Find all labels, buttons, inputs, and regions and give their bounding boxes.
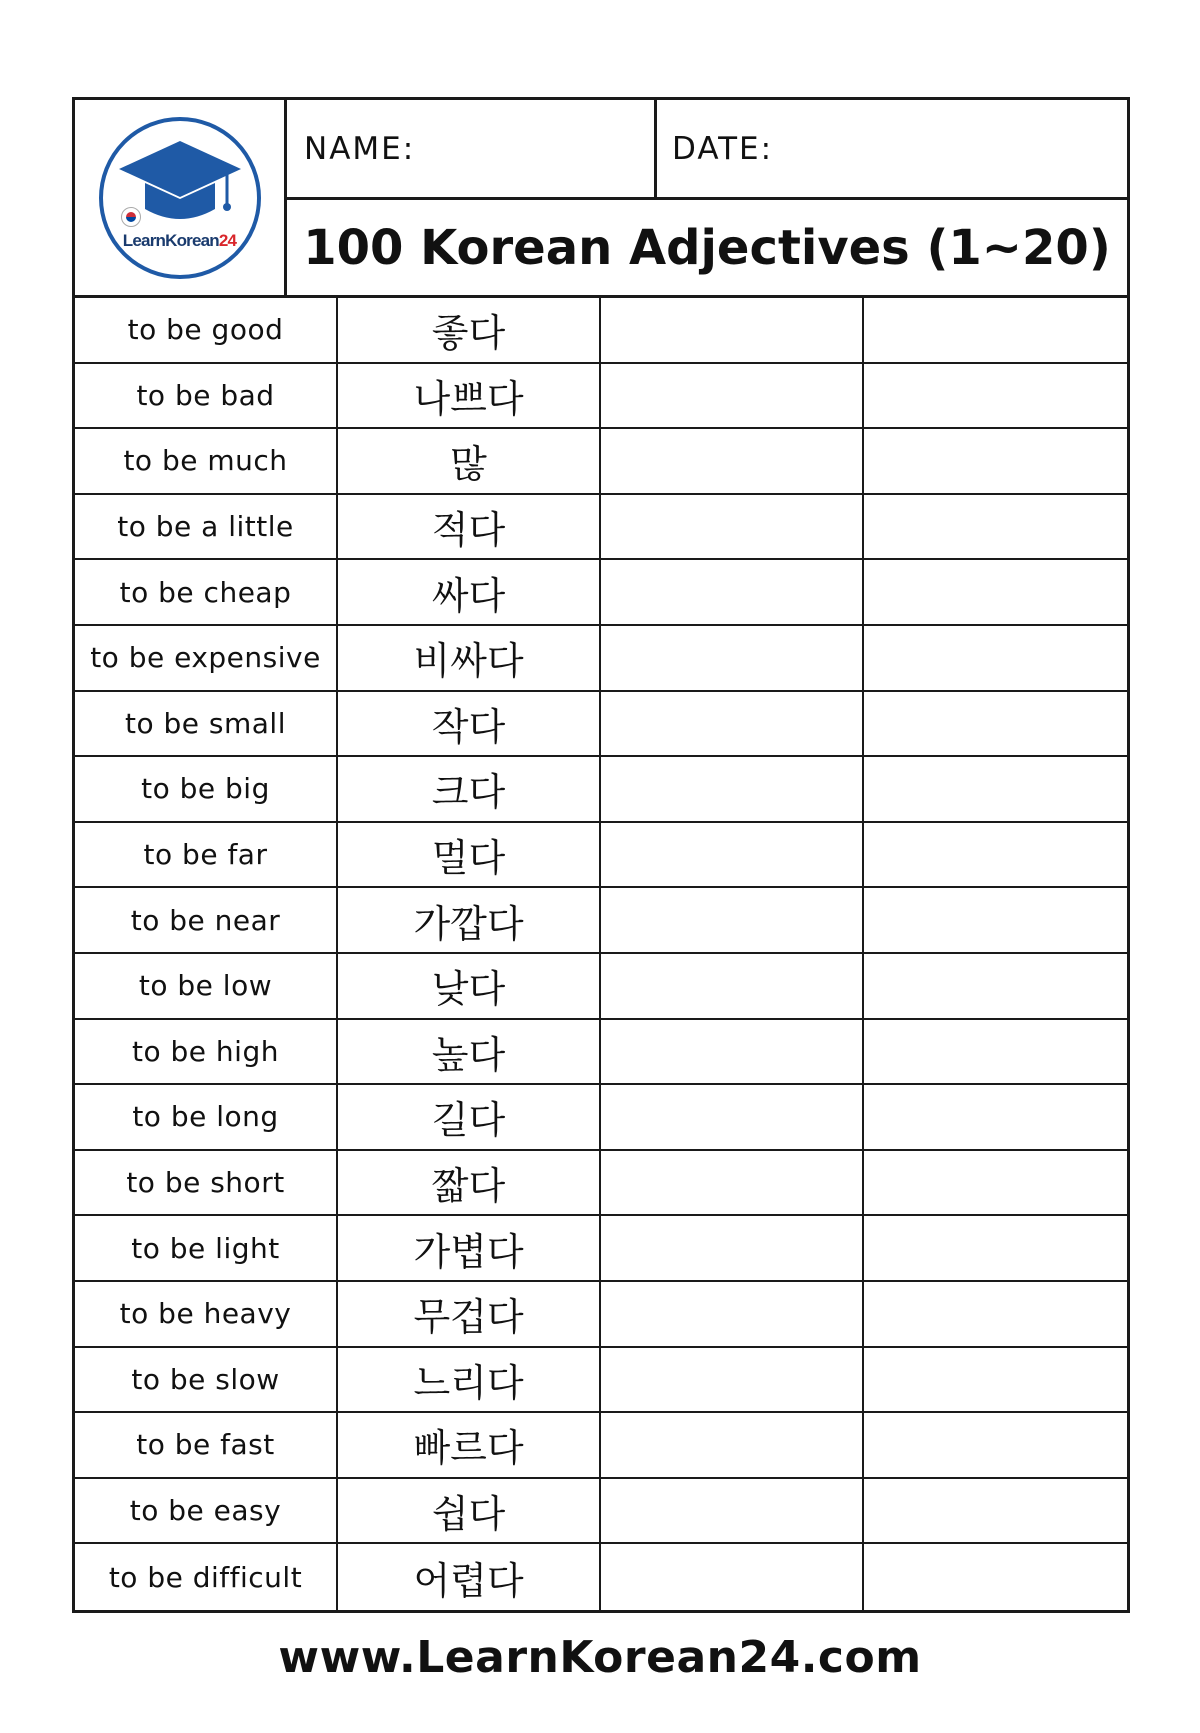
practice-cell[interactable] — [864, 954, 1127, 1018]
table-row — [75, 1479, 1127, 1545]
practice-cell[interactable] — [864, 429, 1127, 493]
practice-cell[interactable] — [601, 692, 864, 756]
practice-cell[interactable] — [864, 1282, 1127, 1346]
table-row — [75, 1216, 1127, 1282]
table-row — [75, 560, 1127, 626]
korean-word: 빠르다 — [338, 1413, 601, 1477]
practice-cell[interactable] — [601, 1216, 864, 1280]
table-row — [75, 1413, 1127, 1479]
practice-cell[interactable] — [601, 888, 864, 952]
english-word: to be good — [75, 298, 338, 362]
table-row — [75, 364, 1127, 430]
english-word: to be high — [75, 1020, 338, 1084]
table-row — [75, 954, 1127, 1020]
korean-word: 싸다 — [338, 560, 601, 624]
english-word: to be light — [75, 1216, 338, 1280]
practice-cell[interactable] — [864, 823, 1127, 887]
practice-cell[interactable] — [601, 1085, 864, 1149]
footer-url: www.LearnKorean24.com — [278, 1632, 922, 1683]
vocabulary-table — [75, 298, 1127, 1610]
table-row — [75, 1151, 1127, 1217]
name-field[interactable] — [287, 100, 657, 200]
practice-cell[interactable] — [601, 1020, 864, 1084]
korean-word: 크다 — [338, 757, 601, 821]
english-word: to be near — [75, 888, 338, 952]
practice-cell[interactable] — [601, 560, 864, 624]
english-word: to be long — [75, 1085, 338, 1149]
practice-cell[interactable] — [601, 495, 864, 559]
page-title: 100 Korean Adjectives (1~20) — [303, 219, 1111, 276]
practice-cell[interactable] — [601, 1479, 864, 1543]
korean-word: 가볍다 — [338, 1216, 601, 1280]
practice-cell[interactable] — [601, 1348, 864, 1412]
practice-cell[interactable] — [864, 888, 1127, 952]
practice-cell[interactable] — [601, 364, 864, 428]
english-word: to be much — [75, 429, 338, 493]
english-word: to be big — [75, 757, 338, 821]
practice-cell[interactable] — [864, 298, 1127, 362]
name-label: NAME: — [304, 130, 416, 167]
practice-cell[interactable] — [864, 1413, 1127, 1477]
table-row — [75, 626, 1127, 692]
practice-cell[interactable] — [601, 1413, 864, 1477]
logo-cell — [75, 100, 287, 295]
practice-cell[interactable] — [864, 1348, 1127, 1412]
practice-cell[interactable] — [601, 1544, 864, 1610]
table-row — [75, 495, 1127, 561]
practice-cell[interactable] — [601, 298, 864, 362]
korean-word: 길다 — [338, 1085, 601, 1149]
practice-cell[interactable] — [864, 1216, 1127, 1280]
korean-word: 쉽다 — [338, 1479, 601, 1543]
table-row — [75, 888, 1127, 954]
korean-word: 작다 — [338, 692, 601, 756]
english-word: to be expensive — [75, 626, 338, 690]
practice-cell[interactable] — [601, 954, 864, 1018]
english-word: to be heavy — [75, 1282, 338, 1346]
date-label: DATE: — [672, 130, 774, 167]
practice-cell[interactable] — [601, 1151, 864, 1215]
korean-word: 많 — [338, 429, 601, 493]
table-row — [75, 692, 1127, 758]
table-row — [75, 1085, 1127, 1151]
english-word: to be cheap — [75, 560, 338, 624]
worksheet-header — [75, 100, 1127, 298]
table-row — [75, 429, 1127, 495]
logo-text: LearnKorean24 — [122, 230, 237, 250]
korean-word: 높다 — [338, 1020, 601, 1084]
practice-cell[interactable] — [601, 626, 864, 690]
practice-cell[interactable] — [601, 429, 864, 493]
table-row — [75, 298, 1127, 364]
practice-cell[interactable] — [864, 1085, 1127, 1149]
korean-word: 낮다 — [338, 954, 601, 1018]
worksheet — [72, 97, 1130, 1613]
english-word: to be slow — [75, 1348, 338, 1412]
english-word: to be fast — [75, 1413, 338, 1477]
practice-cell[interactable] — [864, 1020, 1127, 1084]
logo — [99, 117, 261, 279]
korean-word: 가깝다 — [338, 888, 601, 952]
korean-word: 적다 — [338, 495, 601, 559]
english-word: to be difficult — [75, 1544, 338, 1610]
practice-cell[interactable] — [601, 1282, 864, 1346]
korean-word: 짧다 — [338, 1151, 601, 1215]
english-word: to be far — [75, 823, 338, 887]
english-word: to be short — [75, 1151, 338, 1215]
date-field[interactable] — [657, 100, 1127, 200]
table-row — [75, 1544, 1127, 1610]
practice-cell[interactable] — [864, 757, 1127, 821]
practice-cell[interactable] — [864, 1479, 1127, 1543]
table-row — [75, 823, 1127, 889]
english-word: to be small — [75, 692, 338, 756]
korean-word: 무겁다 — [338, 1282, 601, 1346]
korean-word: 어렵다 — [338, 1544, 601, 1610]
table-row — [75, 1282, 1127, 1348]
korean-flag-icon — [121, 207, 141, 227]
korean-word: 비싸다 — [338, 626, 601, 690]
english-word: to be easy — [75, 1479, 338, 1543]
korean-word: 나쁘다 — [338, 364, 601, 428]
english-word: to be bad — [75, 364, 338, 428]
practice-cell[interactable] — [864, 560, 1127, 624]
korean-word: 느리다 — [338, 1348, 601, 1412]
table-row — [75, 757, 1127, 823]
korean-word: 좋다 — [338, 298, 601, 362]
practice-cell[interactable] — [864, 626, 1127, 690]
practice-cell[interactable] — [601, 823, 864, 887]
korean-word: 멀다 — [338, 823, 601, 887]
practice-cell[interactable] — [864, 692, 1127, 756]
practice-cell[interactable] — [864, 1544, 1127, 1610]
english-word: to be a little — [75, 495, 338, 559]
practice-cell[interactable] — [601, 757, 864, 821]
practice-cell[interactable] — [864, 1151, 1127, 1215]
table-row — [75, 1020, 1127, 1086]
practice-cell[interactable] — [864, 364, 1127, 428]
table-row — [75, 1348, 1127, 1414]
english-word: to be low — [75, 954, 338, 1018]
practice-cell[interactable] — [864, 495, 1127, 559]
